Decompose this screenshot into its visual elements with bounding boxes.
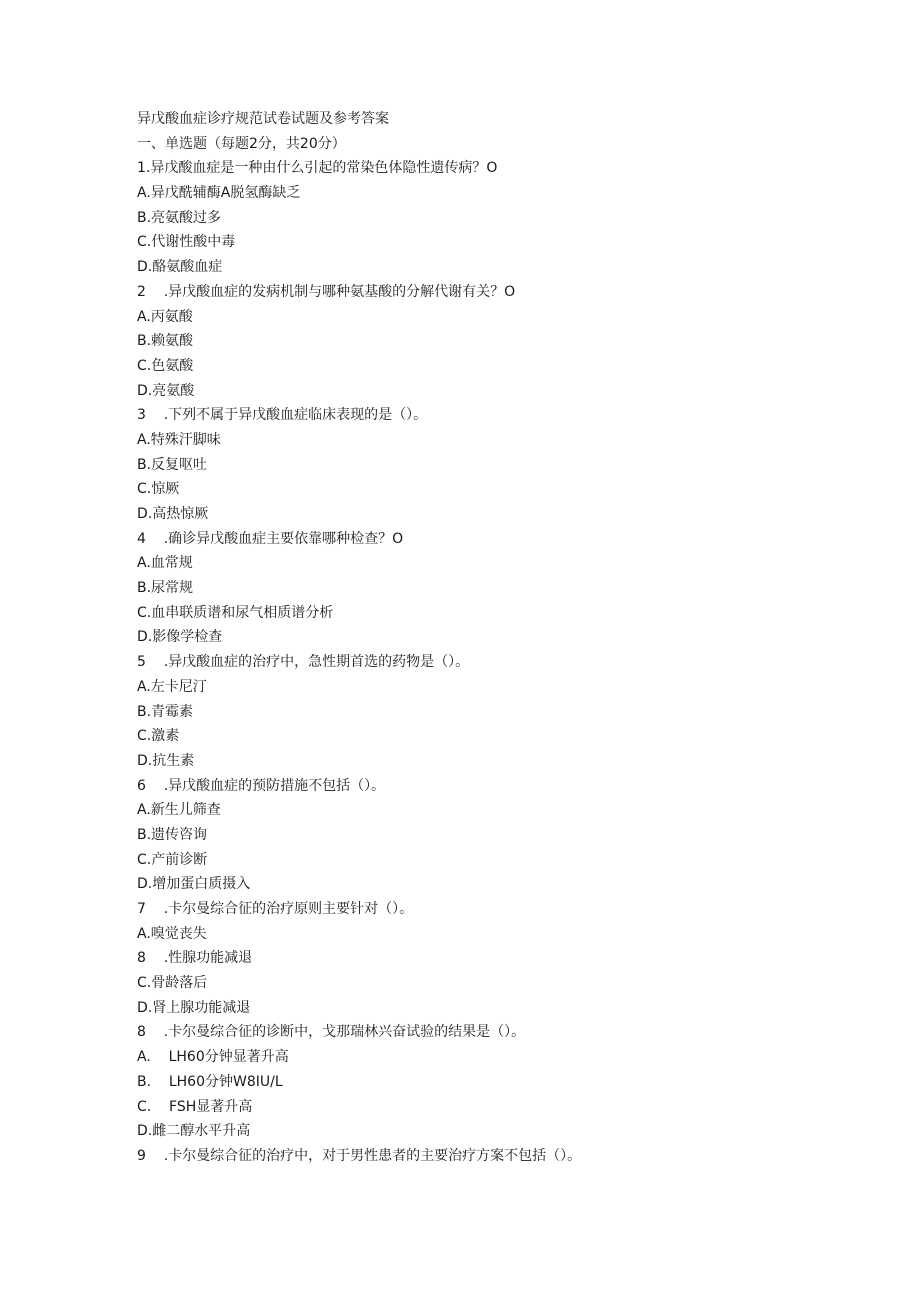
question-line: 7 .卡尔曼综合征的治疗原则主要针对（）。 (137, 901, 414, 917)
question-line: B.赖氨酸 (137, 333, 194, 350)
question-line: 6 .异戊酸血症的预防措施不包括（）。 (137, 777, 386, 794)
question-line: C. FSH显著升高 (137, 1098, 253, 1115)
question-line: B.亮氨酸过多 (137, 209, 222, 226)
question-line: A.嗅觉丧失 (137, 925, 207, 942)
document-title: 异戊酸血症诊疗规范试卷试题及参考答案 (137, 111, 389, 127)
question-line: C.色氨酸 (137, 357, 194, 374)
question-line: C.激素 (137, 728, 180, 745)
question-line: C.产前诊断 (137, 851, 208, 868)
question-line: A. LH60分钟显著升高 (137, 1049, 289, 1066)
question-line: B.尿常规 (137, 580, 194, 597)
question-line: 3 .下列不属于异戊酸血症临床表现的是（）。 (137, 407, 428, 424)
question-line: B.反复呕吐 (137, 456, 208, 473)
question-line: A.特殊汗脚味 (137, 431, 221, 448)
question-line: D.雌二醇水平升高 (137, 1123, 251, 1140)
question-line: D.影像学检查 (137, 629, 223, 646)
question-line: 5 .异戊酸血症的治疗中，急性期首选的药物是（）。 (137, 654, 470, 671)
question-line: D.高热惊厥 (137, 506, 209, 522)
question-line: C.血串联质谱和尿气相质谱分析 (137, 604, 334, 621)
section-heading: 一、单选题（每题2分，共20分） (137, 135, 346, 152)
question-line: D.肾上腺功能减退 (137, 999, 251, 1016)
question-line: D.抗生素 (137, 752, 195, 769)
question-line: A.新生儿筛查 (137, 802, 221, 819)
question-line: 8 .卡尔曼综合征的诊断中，戈那瑞林兴奋试验的结果是（）。 (137, 1024, 526, 1041)
question-line: B. LH60分钟W8IU/L (137, 1073, 283, 1090)
question-line: 4 .确诊异戊酸血症主要依靠哪种检查？O (137, 530, 404, 547)
question-line: A.左卡尼汀 (137, 678, 207, 695)
question-line: 1.异戊酸血症是一种由什么引起的常染色体隐性遗传病？O (137, 160, 498, 177)
document-body (137, 107, 857, 1169)
question-line: D.增加蛋白质摄入 (137, 876, 251, 893)
question-line: C.惊厥 (137, 481, 180, 498)
question-line: 8 .性腺功能减退 (137, 950, 253, 967)
question-line: A.丙氨酸 (137, 308, 193, 325)
question-line: 2 .异戊酸血症的发病机制与哪种氨基酸的分解代谢有关？O (137, 283, 516, 300)
question-list (137, 156, 857, 1168)
question-line: A.血常规 (137, 555, 193, 572)
question-line: B.遗传咨询 (137, 826, 208, 843)
question-line: D.亮氨酸 (137, 382, 195, 399)
question-line: 9 .卡尔曼综合征的治疗中，对于男性患者的主要治疗方案不包括（）。 (137, 1147, 582, 1164)
question-line: A.异戊酰辅酶A脱氢酶缺乏 (137, 185, 301, 202)
question-line: B.青霉素 (137, 703, 194, 720)
question-line: C.骨龄落后 (137, 975, 208, 992)
question-line: D.酪氨酸血症 (137, 259, 223, 276)
question-line: C.代谢性酸中毒 (137, 234, 236, 251)
